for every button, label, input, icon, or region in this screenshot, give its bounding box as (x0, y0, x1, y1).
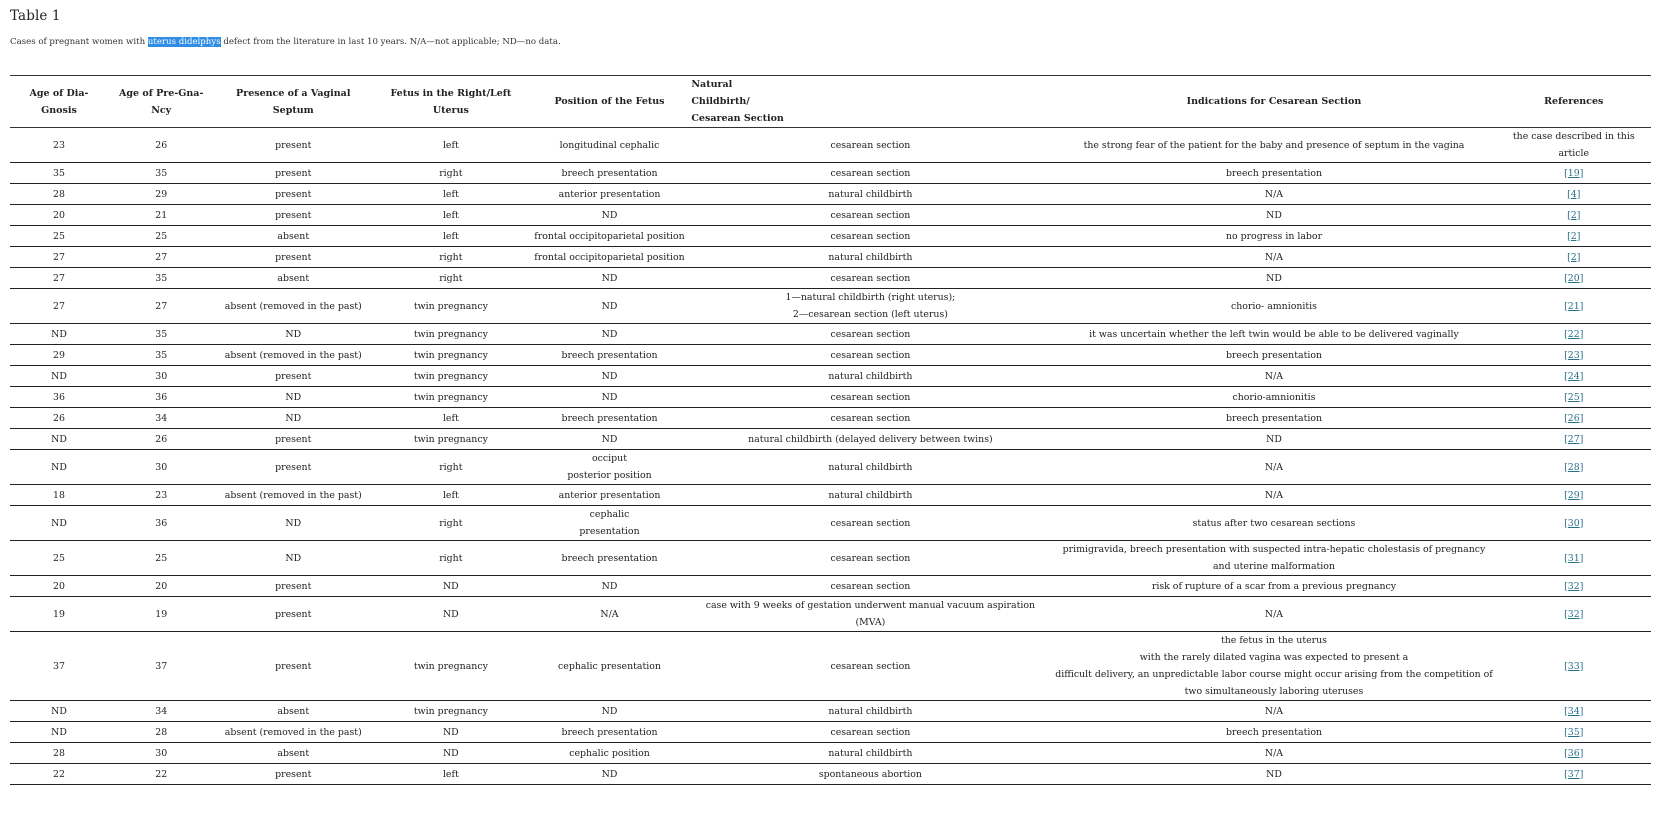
cell-vaginal-septum: present (214, 764, 372, 785)
cell-reference (1497, 408, 1651, 429)
header-cesarean-indications: Indications for Cesarean Section (1051, 76, 1496, 128)
cell-age-pregnancy: 34 (108, 701, 214, 722)
cell-fetus-position: ND (530, 429, 690, 450)
table-row (10, 743, 1651, 764)
cell-cesarean-indications: N/A (1051, 597, 1496, 632)
table-row (10, 632, 1651, 701)
reference-link[interactable]: [32] (1564, 608, 1584, 620)
cell-age-pregnancy: 26 (108, 128, 214, 163)
cell-fetus-position: occiput posterior position (530, 450, 690, 485)
cell-delivery-mode: natural childbirth (689, 366, 1051, 387)
cell-reference (1497, 289, 1651, 324)
reference-link[interactable]: [4] (1567, 188, 1581, 200)
cell-age-diagnosis: ND (10, 324, 108, 345)
cell-age-pregnancy: 35 (108, 163, 214, 184)
table-row (10, 128, 1651, 163)
cell-fetus-uterus: right (372, 450, 530, 485)
cell-delivery-mode: natural childbirth (689, 485, 1051, 506)
cell-cesarean-indications: no progress in labor (1051, 226, 1496, 247)
cell-delivery-mode: cesarean section (689, 722, 1051, 743)
cell-age-diagnosis: 20 (10, 205, 108, 226)
cell-fetus-uterus: right (372, 163, 530, 184)
cell-fetus-uterus: ND (372, 743, 530, 764)
cell-reference (1497, 324, 1651, 345)
reference-link[interactable]: [32] (1564, 580, 1584, 592)
header-vaginal-septum: Presence of a Vaginal Septum (214, 76, 372, 128)
table-row (10, 429, 1651, 450)
cell-reference (1497, 205, 1651, 226)
cell-vaginal-septum: present (214, 576, 372, 597)
cell-delivery-mode: cesarean section (689, 576, 1051, 597)
cell-reference (1497, 366, 1651, 387)
cell-age-diagnosis: 27 (10, 247, 108, 268)
cell-age-diagnosis: 19 (10, 597, 108, 632)
cell-delivery-mode: cesarean section (689, 632, 1051, 701)
cell-fetus-uterus: twin pregnancy (372, 701, 530, 722)
cell-cesarean-indications: N/A (1051, 485, 1496, 506)
cell-fetus-position: breech presentation (530, 345, 690, 366)
cell-reference (1497, 576, 1651, 597)
cell-age-diagnosis: 26 (10, 408, 108, 429)
cell-age-diagnosis: ND (10, 506, 108, 541)
header-fetus-uterus: Fetus in the Right/Left Uterus (372, 76, 530, 128)
table-row (10, 576, 1651, 597)
cell-vaginal-septum: present (214, 128, 372, 163)
cell-fetus-position: ND (530, 764, 690, 785)
cell-vaginal-septum: present (214, 450, 372, 485)
reference-link[interactable]: [26] (1564, 412, 1584, 424)
cell-fetus-uterus: twin pregnancy (372, 324, 530, 345)
reference-link[interactable]: [25] (1564, 391, 1584, 403)
cell-cesarean-indications: breech presentation (1051, 722, 1496, 743)
cell-fetus-uterus: left (372, 226, 530, 247)
cell-vaginal-septum: absent (removed in the past) (214, 485, 372, 506)
cell-delivery-mode: cesarean section (689, 345, 1051, 366)
reference-link[interactable]: [30] (1564, 517, 1584, 529)
cell-fetus-uterus: ND (372, 576, 530, 597)
cell-age-pregnancy: 34 (108, 408, 214, 429)
cell-age-diagnosis: ND (10, 701, 108, 722)
cell-fetus-uterus: right (372, 541, 530, 576)
cell-vaginal-septum: present (214, 163, 372, 184)
cell-age-diagnosis: 29 (10, 345, 108, 366)
table-header-row (10, 76, 1651, 128)
cell-vaginal-septum: ND (214, 506, 372, 541)
table-row (10, 345, 1651, 366)
cell-fetus-uterus: left (372, 184, 530, 205)
header-references: References (1497, 76, 1651, 128)
cell-fetus-uterus: right (372, 247, 530, 268)
cell-cesarean-indications: N/A (1051, 366, 1496, 387)
table-row (10, 324, 1651, 345)
cell-reference (1497, 506, 1651, 541)
cell-vaginal-septum: present (214, 632, 372, 701)
cell-delivery-mode: cesarean section (689, 205, 1051, 226)
cell-vaginal-septum: present (214, 366, 372, 387)
cell-reference (1497, 247, 1651, 268)
cell-reference (1497, 184, 1651, 205)
reference-link[interactable]: [35] (1564, 726, 1584, 738)
cell-cesarean-indications: ND (1051, 268, 1496, 289)
cell-reference (1497, 632, 1651, 701)
cell-age-pregnancy: 28 (108, 722, 214, 743)
cell-age-pregnancy: 30 (108, 743, 214, 764)
cell-fetus-position: breech presentation (530, 163, 690, 184)
reference-link[interactable]: [23] (1564, 349, 1584, 361)
cell-cesarean-indications: the strong fear of the patient for the baby and presence of septum in the vagina (1051, 128, 1496, 163)
table-row (10, 163, 1651, 184)
cell-fetus-position: cephalic position (530, 743, 690, 764)
cell-age-pregnancy: 20 (108, 576, 214, 597)
cell-cesarean-indications: it was uncertain whether the left twin would be able to be delivered vaginally (1051, 324, 1496, 345)
cell-reference (1497, 163, 1651, 184)
cell-fetus-position: N/A (530, 597, 690, 632)
cell-reference (1497, 387, 1651, 408)
cell-cesarean-indications: status after two cesarean sections (1051, 506, 1496, 541)
cell-fetus-position: ND (530, 701, 690, 722)
cell-age-diagnosis: 28 (10, 743, 108, 764)
cell-age-diagnosis: 25 (10, 541, 108, 576)
cell-reference (1497, 485, 1651, 506)
cell-fetus-uterus: twin pregnancy (372, 387, 530, 408)
cell-age-diagnosis: 35 (10, 163, 108, 184)
cell-vaginal-septum: absent (removed in the past) (214, 345, 372, 366)
cell-age-diagnosis: 25 (10, 226, 108, 247)
cell-cesarean-indications: breech presentation (1051, 163, 1496, 184)
table-row (10, 485, 1651, 506)
cell-fetus-uterus: left (372, 128, 530, 163)
header-delivery-mode (689, 76, 1051, 128)
cell-fetus-position: cephalic presentation (530, 632, 690, 701)
cell-age-diagnosis: 37 (10, 632, 108, 701)
cell-fetus-position: ND (530, 324, 690, 345)
cell-reference (1497, 429, 1651, 450)
reference-link[interactable]: [22] (1564, 328, 1584, 340)
cell-fetus-uterus: left (372, 764, 530, 785)
cell-fetus-position: cephalic presentation (530, 506, 690, 541)
cell-age-diagnosis: 22 (10, 764, 108, 785)
cell-vaginal-septum: present (214, 247, 372, 268)
cell-age-diagnosis: 20 (10, 576, 108, 597)
cell-reference (1497, 450, 1651, 485)
cell-vaginal-septum: ND (214, 324, 372, 345)
cell-fetus-uterus: ND (372, 597, 530, 632)
cell-age-pregnancy: 25 (108, 541, 214, 576)
cell-age-pregnancy: 27 (108, 247, 214, 268)
caption-text-before: Cases of pregnant women with (10, 37, 148, 47)
table-row (10, 226, 1651, 247)
cell-delivery-mode: 1—natural childbirth (right uterus); 2—cesarean section (left uterus) (689, 289, 1051, 324)
cell-delivery-mode: natural childbirth (689, 247, 1051, 268)
cell-vaginal-septum: absent (214, 268, 372, 289)
reference-link[interactable]: [2] (1567, 230, 1581, 242)
reference-link[interactable]: [37] (1564, 768, 1584, 780)
cell-fetus-position: breech presentation (530, 722, 690, 743)
cell-age-diagnosis: 27 (10, 268, 108, 289)
cell-cesarean-indications: N/A (1051, 184, 1496, 205)
cell-cesarean-indications: risk of rupture of a scar from a previous pregnancy (1051, 576, 1496, 597)
cell-age-pregnancy: 36 (108, 506, 214, 541)
cell-delivery-mode: cesarean section (689, 324, 1051, 345)
cell-age-diagnosis: 27 (10, 289, 108, 324)
cell-age-pregnancy: 23 (108, 485, 214, 506)
table-row (10, 387, 1651, 408)
cell-age-diagnosis: ND (10, 429, 108, 450)
cell-age-pregnancy: 37 (108, 632, 214, 701)
cell-vaginal-septum: absent (214, 226, 372, 247)
table-row (10, 506, 1651, 541)
cell-vaginal-septum: absent (214, 701, 372, 722)
table-row (10, 450, 1651, 485)
cell-fetus-position: ND (530, 289, 690, 324)
cell-cesarean-indications: N/A (1051, 701, 1496, 722)
table-row (10, 722, 1651, 743)
cell-vaginal-septum: present (214, 597, 372, 632)
cell-fetus-uterus: right (372, 506, 530, 541)
reference-link[interactable]: [21] (1564, 300, 1584, 312)
cell-fetus-uterus: left (372, 205, 530, 226)
cell-delivery-mode: cesarean section (689, 506, 1051, 541)
cell-reference: the case described in this article (1497, 128, 1651, 163)
cell-fetus-uterus: left (372, 485, 530, 506)
cell-fetus-position: frontal occipitoparietal position (530, 226, 690, 247)
reference-link[interactable]: [34] (1564, 705, 1584, 717)
cell-fetus-position: ND (530, 268, 690, 289)
cell-age-pregnancy: 36 (108, 387, 214, 408)
table-row (10, 289, 1651, 324)
cell-vaginal-septum: ND (214, 408, 372, 429)
cell-delivery-mode: natural childbirth (689, 450, 1051, 485)
reference-link[interactable]: [29] (1564, 489, 1584, 501)
reference-link[interactable]: [20] (1564, 272, 1584, 284)
cell-cesarean-indications: breech presentation (1051, 408, 1496, 429)
cell-age-pregnancy: 27 (108, 289, 214, 324)
cell-cesarean-indications: the fetus in the uterus with the rarely dilated vagina was expected to present a difficult delivery, an unpredictable labor course might occur arising from the competition of two simultaneously laboring uteruses (1051, 632, 1496, 701)
cell-vaginal-septum: present (214, 205, 372, 226)
cell-fetus-position: anterior presentation (530, 485, 690, 506)
table-row (10, 268, 1651, 289)
table-row (10, 764, 1651, 785)
cell-cesarean-indications: ND (1051, 205, 1496, 226)
cell-reference (1497, 701, 1651, 722)
cell-age-diagnosis: 18 (10, 485, 108, 506)
cell-cesarean-indications: ND (1051, 764, 1496, 785)
table-row (10, 597, 1651, 632)
cell-cesarean-indications: N/A (1051, 450, 1496, 485)
table-row (10, 247, 1651, 268)
cell-fetus-position: frontal occipitoparietal position (530, 247, 690, 268)
reference-link[interactable]: [2] (1567, 251, 1581, 263)
cell-age-pregnancy: 35 (108, 268, 214, 289)
cell-fetus-position: anterior presentation (530, 184, 690, 205)
cell-delivery-mode: cesarean section (689, 408, 1051, 429)
cell-reference (1497, 597, 1651, 632)
cell-age-diagnosis: 23 (10, 128, 108, 163)
cell-vaginal-septum: present (214, 184, 372, 205)
header-age-diagnosis: Age of Dia-Gnosis (10, 76, 108, 128)
cell-age-pregnancy: 30 (108, 366, 214, 387)
cell-fetus-position: ND (530, 366, 690, 387)
reference-link[interactable]: [31] (1564, 552, 1584, 564)
cell-fetus-uterus: twin pregnancy (372, 429, 530, 450)
cell-vaginal-septum: absent (214, 743, 372, 764)
table-title: Table 1 (10, 8, 61, 24)
cell-age-pregnancy: 26 (108, 429, 214, 450)
cell-cesarean-indications: N/A (1051, 247, 1496, 268)
cell-age-pregnancy: 29 (108, 184, 214, 205)
cell-fetus-position: breech presentation (530, 408, 690, 429)
table-row (10, 408, 1651, 429)
cell-delivery-mode: cesarean section (689, 541, 1051, 576)
cell-fetus-position: ND (530, 205, 690, 226)
cell-reference (1497, 764, 1651, 785)
cell-delivery-mode: cesarean section (689, 268, 1051, 289)
cell-vaginal-septum: present (214, 429, 372, 450)
cell-cesarean-indications: chorio-amnionitis (1051, 387, 1496, 408)
cell-reference (1497, 541, 1651, 576)
cell-delivery-mode: natural childbirth (delayed delivery between twins) (689, 429, 1051, 450)
cell-age-pregnancy: 35 (108, 345, 214, 366)
cell-fetus-position: ND (530, 576, 690, 597)
cell-vaginal-septum: ND (214, 541, 372, 576)
cell-fetus-uterus: ND (372, 722, 530, 743)
cell-age-diagnosis: ND (10, 450, 108, 485)
cell-fetus-position: breech presentation (530, 541, 690, 576)
header-delivery-mode-text: Natural Childbirth/ Cesarean Section (691, 79, 784, 124)
cell-vaginal-septum: ND (214, 387, 372, 408)
cell-reference (1497, 268, 1651, 289)
table-row (10, 541, 1651, 576)
table-row (10, 205, 1651, 226)
reference-link[interactable]: [28] (1564, 461, 1584, 473)
cell-fetus-position: longitudinal cephalic (530, 128, 690, 163)
cell-cesarean-indications: primigravida, breech presentation with suspected intra-hepatic cholestasis of pregnancy and uterine malformation (1051, 541, 1496, 576)
cell-delivery-mode: natural childbirth (689, 701, 1051, 722)
cell-reference (1497, 722, 1651, 743)
cell-fetus-uterus: right (372, 268, 530, 289)
cell-vaginal-septum: absent (removed in the past) (214, 289, 372, 324)
cell-reference (1497, 345, 1651, 366)
cell-age-diagnosis: 36 (10, 387, 108, 408)
cell-fetus-uterus: left (372, 408, 530, 429)
cell-age-diagnosis: ND (10, 366, 108, 387)
cell-age-pregnancy: 25 (108, 226, 214, 247)
cell-age-pregnancy: 30 (108, 450, 214, 485)
cell-reference (1497, 226, 1651, 247)
cell-delivery-mode: natural childbirth (689, 743, 1051, 764)
header-fetus-position: Position of the Fetus (530, 76, 690, 128)
cell-age-pregnancy: 19 (108, 597, 214, 632)
reference-link[interactable]: [19] (1564, 167, 1584, 179)
cell-cesarean-indications: chorio- amnionitis (1051, 289, 1496, 324)
table-row (10, 366, 1651, 387)
cell-delivery-mode: natural childbirth (689, 184, 1051, 205)
cell-cesarean-indications: breech presentation (1051, 345, 1496, 366)
cell-fetus-uterus: twin pregnancy (372, 289, 530, 324)
cell-delivery-mode: cesarean section (689, 226, 1051, 247)
cell-fetus-uterus: twin pregnancy (372, 632, 530, 701)
cell-age-pregnancy: 35 (108, 324, 214, 345)
cell-age-pregnancy: 21 (108, 205, 214, 226)
cell-delivery-mode: cesarean section (689, 387, 1051, 408)
cell-delivery-mode: cesarean section (689, 163, 1051, 184)
reference-link[interactable]: [36] (1564, 747, 1584, 759)
reference-link[interactable]: [2] (1567, 209, 1581, 221)
cases-table (10, 75, 1651, 785)
cell-fetus-position: ND (530, 387, 690, 408)
header-age-pregnancy: Age of Pre-Gna-Ncy (108, 76, 214, 128)
reference-link[interactable]: [24] (1564, 370, 1584, 382)
cell-fetus-uterus: twin pregnancy (372, 345, 530, 366)
cell-delivery-mode: cesarean section (689, 128, 1051, 163)
caption-highlighted-text[interactable]: uterus didelphys (147, 37, 221, 47)
cell-cesarean-indications: N/A (1051, 743, 1496, 764)
cell-vaginal-septum: absent (removed in the past) (214, 722, 372, 743)
table-caption (10, 37, 1650, 47)
cell-age-diagnosis: 28 (10, 184, 108, 205)
reference-link[interactable]: [27] (1564, 433, 1584, 445)
reference-link[interactable]: [33] (1564, 660, 1584, 672)
cell-delivery-mode: spontaneous abortion (689, 764, 1051, 785)
cell-cesarean-indications: ND (1051, 429, 1496, 450)
cell-age-diagnosis: ND (10, 722, 108, 743)
table-row (10, 184, 1651, 205)
caption-text-after: defect from the literature in last 10 years. N/A—not applicable; ND—no data. (220, 37, 561, 47)
cell-age-pregnancy: 22 (108, 764, 214, 785)
cell-reference (1497, 743, 1651, 764)
cell-delivery-mode: case with 9 weeks of gestation underwent manual vacuum aspiration (MVA) (689, 597, 1051, 632)
cell-fetus-uterus: twin pregnancy (372, 366, 530, 387)
table-row (10, 701, 1651, 722)
